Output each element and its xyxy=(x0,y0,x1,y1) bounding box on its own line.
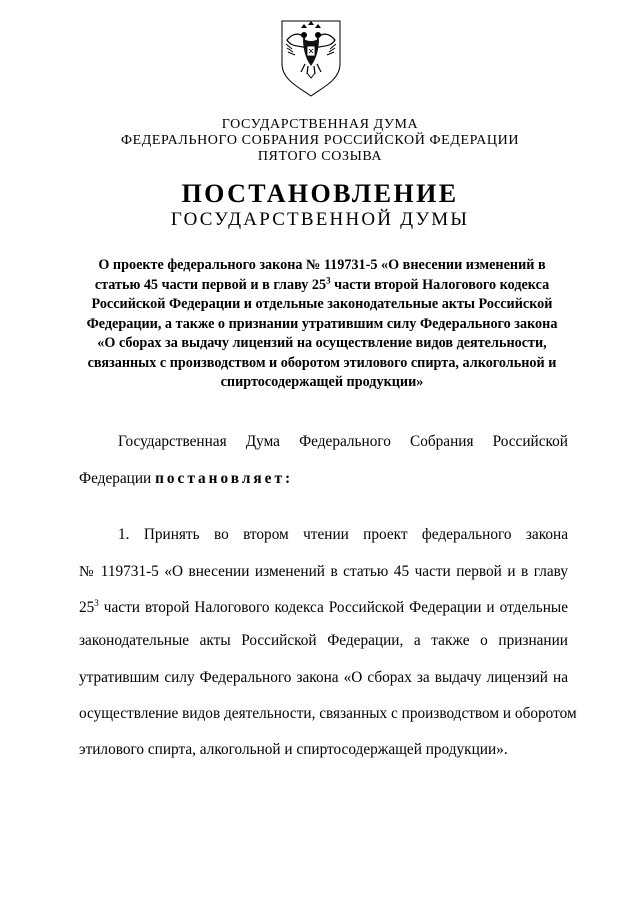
item-line: этилового спирта, алкогольной и спиртосодержащей продукции». xyxy=(79,741,508,758)
item-line: законодательные акты Российской Федерации, а также о признании xyxy=(79,632,568,649)
document-title: ПОСТАНОВЛЕНИЕ xyxy=(181,179,459,208)
item-line: осуществление видов деятельности, связанных с производством и оборотом xyxy=(79,705,577,722)
preamble-text: Федерации xyxy=(79,470,156,487)
coat-of-arms-emblem xyxy=(278,18,344,98)
item-text: части второй Налогового кодекса Российской Федерации и отдельные xyxy=(98,599,568,616)
subject-line: спиртосодержащей продукции» xyxy=(220,374,424,390)
document-subtitle: ГОСУДАРСТВЕННОЙ ДУМЫ xyxy=(170,209,470,230)
item-line: утратившим силу Федерального закона «О сборах за выдачу лицензий на xyxy=(79,669,568,686)
subject-text: части второй Налогового кодекса xyxy=(330,276,550,293)
subject-line xyxy=(72,276,572,296)
item-text: 25 xyxy=(79,599,95,616)
subject-line: Федерации, а также о признании утратившим силу Федерального закона xyxy=(86,315,558,332)
superscript: 3 xyxy=(326,274,331,285)
subject-line: связанных с производством и оборотом этилового спирта, алкогольной и xyxy=(87,354,557,371)
resolution-subject xyxy=(72,256,572,393)
subject-line: «О сборах за выдачу лицензий на осуществление видов деятельности, xyxy=(97,335,547,351)
preamble-line: Государственная Дума Федерального Собрания Российской xyxy=(118,433,568,450)
subject-text: статью 45 части первой и в главу 25 xyxy=(94,276,327,293)
preamble-line xyxy=(79,470,568,488)
convocation-line: ПЯТОГО СОЗЫВА xyxy=(257,149,383,164)
org-name-line1: ГОСУДАРСТВЕННАЯ ДУМА xyxy=(221,117,419,132)
superscript: 3 xyxy=(94,597,99,608)
item-line: 1. Принять во втором чтении проект федерального закона xyxy=(118,526,568,543)
resolves-keyword: постановляет: xyxy=(155,470,294,487)
subject-line: Российской Федерации и отдельные законодательные акты Российской xyxy=(91,296,553,312)
org-name-line2: ФЕДЕРАЛЬНОГО СОБРАНИЯ РОССИЙСКОЙ ФЕДЕРАЦИИ xyxy=(120,133,520,148)
item-line: № 119731-5 «О внесении изменений в статью 45 части первой и в главу xyxy=(79,563,568,580)
subject-line: О проекте федерального закона № 119731-5 «О внесении изменений в xyxy=(98,257,546,273)
item-line xyxy=(79,599,568,617)
